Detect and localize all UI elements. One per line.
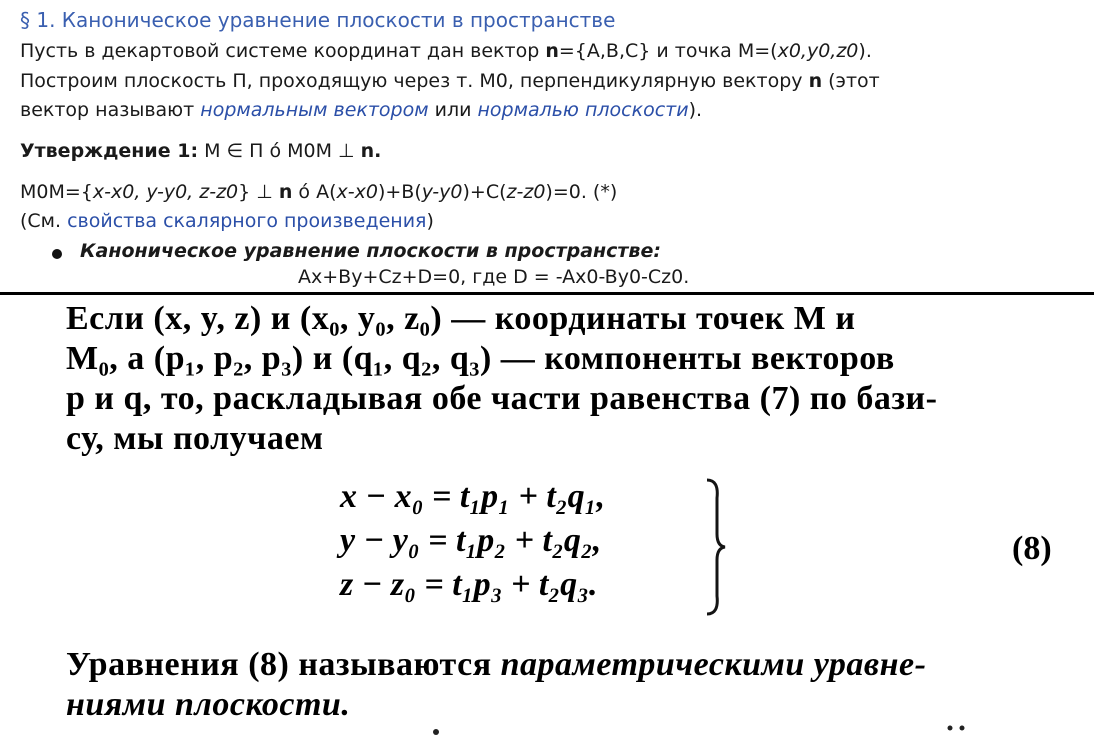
divider [0,292,1094,295]
system-equation-3: z − z₀ = t₁p₃ + t₂q₃. [340,566,598,603]
bullet-heading: Каноническое уравнение плоскости в пространстве: [80,240,661,262]
paragraph-line-1: Пусть в декартовой системе координат дан вектор n={A,B,C} и точка M=(x0,y0,z0). [20,40,872,62]
scalar-product-link[interactable]: свойства скалярного произведения [67,210,427,232]
see-also-line: (См. свойства скалярного произведения) [20,210,434,232]
bullet-icon [52,249,62,259]
equation-line: M0M={x-x0, y-y0, z-z0} ⊥ n ó A(x-x0)+B(y-y0)+C(z-z0)=0. (*) [20,181,618,203]
right-brace-icon [705,478,727,616]
equation-number: (8) [1012,530,1052,567]
book-line-2: M₀, а (p₁, p₂, p₃) и (q₁, q₂, q₃) — компоненты векторов [66,340,895,377]
book-line-3: p и q, то, раскладывая обе части равенства (7) по бази- [66,380,938,417]
statement-line: Утверждение 1: M ∈ П ó M0M ⊥ n. [20,140,382,162]
paragraph-line-2: Построим плоскость П, проходящую через т. M0, перпендикулярную вектору n (этот [20,70,880,92]
web-snippet-panel [0,0,1094,294]
system-equation-1: x − x₀ = t₁p₁ + t₂q₁, [340,478,606,515]
section-title: § 1. Каноническое уравнение плоскости в пространстве [20,8,616,32]
paragraph-line-3: вектор называют нормальным вектором или нормалью плоскости). [20,99,703,121]
book-line-1: Если (x, y, z) и (x₀, y₀, z₀) — координаты точек M и [66,300,856,337]
book-line-5: Уравнения (8) называются параметрическими уравне- [66,646,927,683]
system-equation-2: y − y₀ = t₁p₂ + t₂q₂, [340,522,602,559]
book-line-4: су, мы получаем [66,420,324,457]
cut-off-text-fragment [430,722,990,736]
book-line-6: ниями плоскости. [66,686,351,723]
canonical-formula: Ax+By+Cz+D=0, где D = -Ax0-By0-Cz0. [298,266,690,288]
